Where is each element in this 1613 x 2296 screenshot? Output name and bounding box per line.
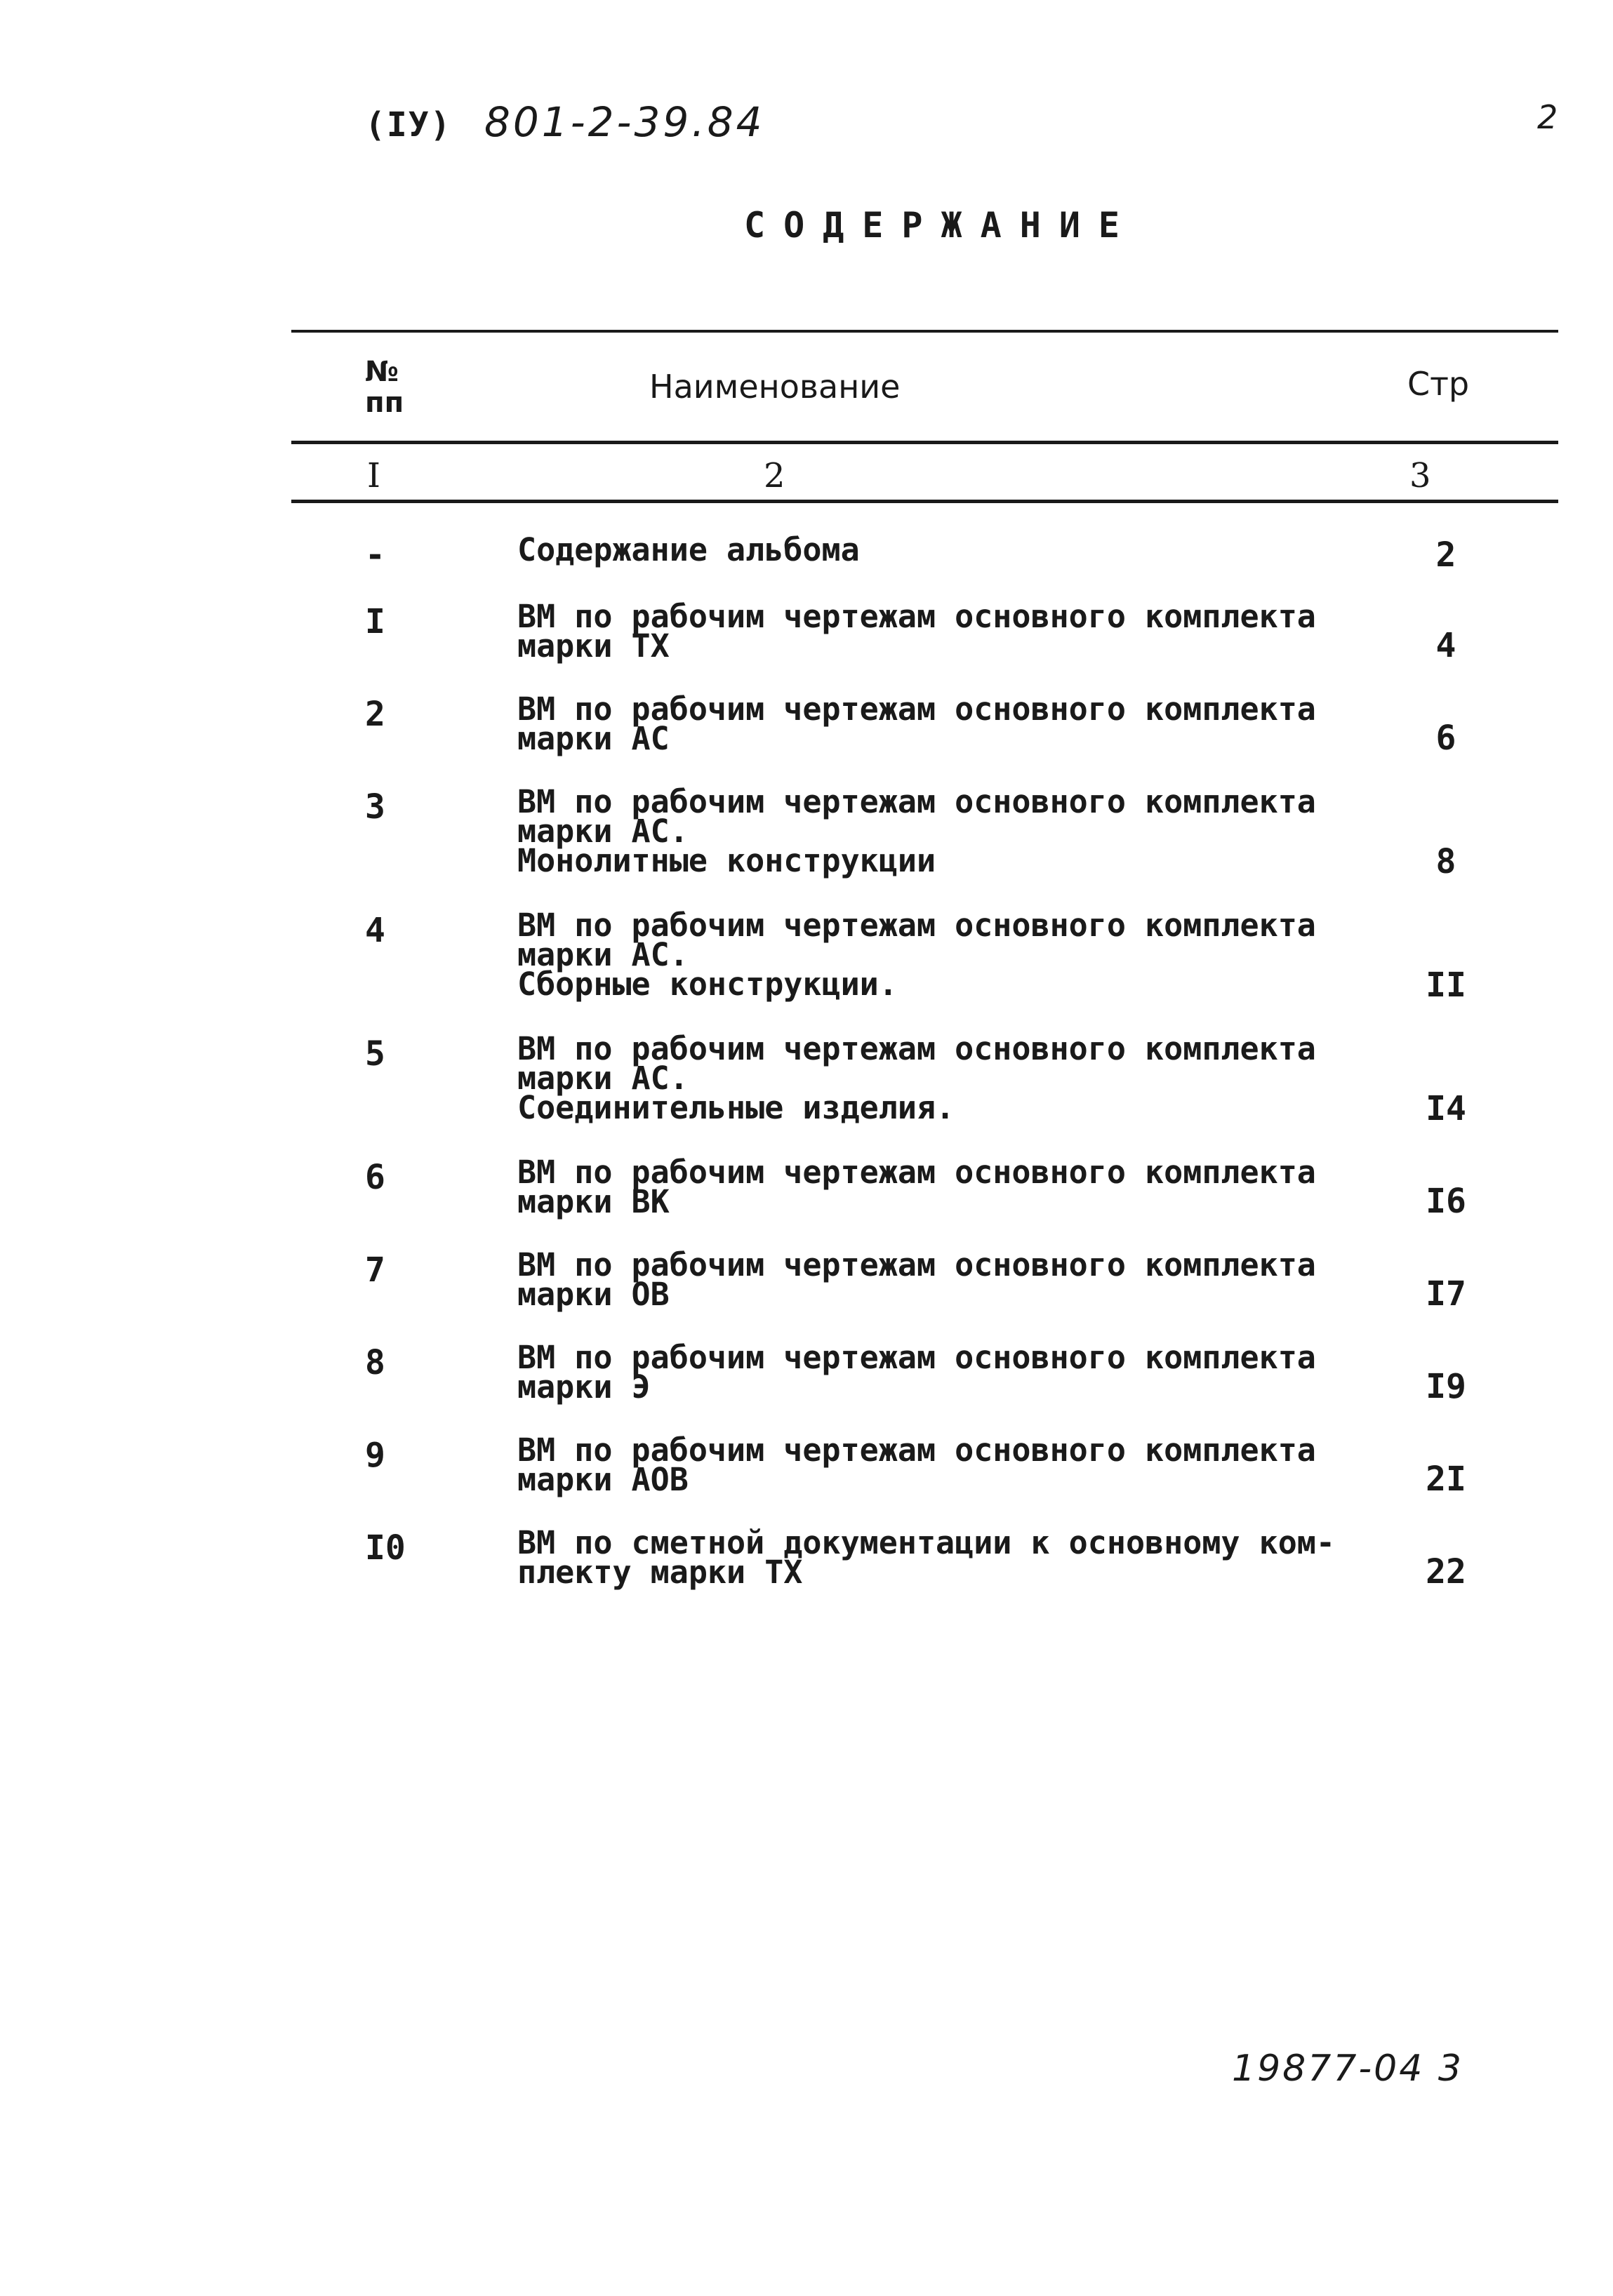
row-page: 4	[1435, 626, 1456, 665]
row-title: ВМ по рабочим чертежам основного комплекта марки ОВ	[517, 1246, 1316, 1313]
table-top-rule	[291, 330, 1558, 333]
page-title: СОДЕРЖАНИЕ	[744, 205, 1139, 246]
row-title: ВМ по рабочим чертежам основного комплекта марки АС	[517, 690, 1316, 757]
row-number: 3	[365, 787, 385, 827]
row-page: 22	[1426, 1552, 1466, 1591]
column-number-1: I	[367, 456, 380, 495]
row-page: 2I	[1426, 1460, 1466, 1499]
column-number-3: 3	[1409, 456, 1431, 495]
header-num-cell: № пп	[365, 356, 404, 419]
row-number: 2	[365, 695, 385, 734]
row-title: ВМ по рабочим чертежам основного комплекта марки ТХ	[517, 598, 1316, 665]
header-prefix: (IУ)	[365, 105, 452, 145]
row-title: ВМ по рабочим чертежам основного комплекта марки АС. Соединительные изделия.	[517, 1030, 1316, 1126]
row-title: ВМ по рабочим чертежам основного комплекта марки АС. Сборные конструкции.	[517, 907, 1316, 1003]
row-page: I7	[1426, 1274, 1466, 1314]
column-numbers-bottom-rule	[291, 500, 1558, 503]
archive-number: 19877-04 3	[1232, 2048, 1463, 2090]
document-code: 801-2-39.84	[484, 98, 765, 146]
row-number: 8	[365, 1343, 385, 1382]
row-title: ВМ по рабочим чертежам основного комплекта марки ВК	[517, 1154, 1316, 1220]
row-title: Содержание альбома	[517, 531, 860, 568]
row-page: 2	[1435, 535, 1456, 575]
row-title: ВМ по сметной документации к основному ком- плекту марки ТХ	[517, 1524, 1335, 1591]
row-number: -	[365, 535, 385, 575]
page-number: 2	[1537, 98, 1558, 136]
header-bottom-rule	[291, 441, 1558, 444]
row-title: ВМ по рабочим чертежам основного комплекта марки Э	[517, 1339, 1316, 1406]
row-page: 8	[1435, 842, 1456, 881]
row-page: I9	[1426, 1367, 1466, 1406]
row-number: 7	[365, 1250, 385, 1290]
row-page: II	[1426, 966, 1466, 1005]
row-number: 5	[365, 1034, 385, 1074]
column-number-2: 2	[764, 456, 785, 495]
row-number: 9	[365, 1436, 385, 1475]
row-number: 6	[365, 1158, 385, 1197]
row-number: I	[365, 602, 385, 641]
row-title: ВМ по рабочим чертежам основного комплекта марки АС. Монолитные конструкции	[517, 783, 1316, 879]
header-name-cell: Наименование	[649, 368, 901, 406]
row-page: I4	[1426, 1089, 1466, 1128]
row-page: I6	[1426, 1182, 1466, 1221]
row-page: 6	[1435, 719, 1456, 758]
header-page-cell: Стр	[1407, 365, 1470, 403]
row-number: 4	[365, 911, 385, 950]
row-title: ВМ по рабочим чертежам основного комплекта марки АОВ	[517, 1431, 1316, 1498]
row-number: I0	[365, 1528, 406, 1568]
